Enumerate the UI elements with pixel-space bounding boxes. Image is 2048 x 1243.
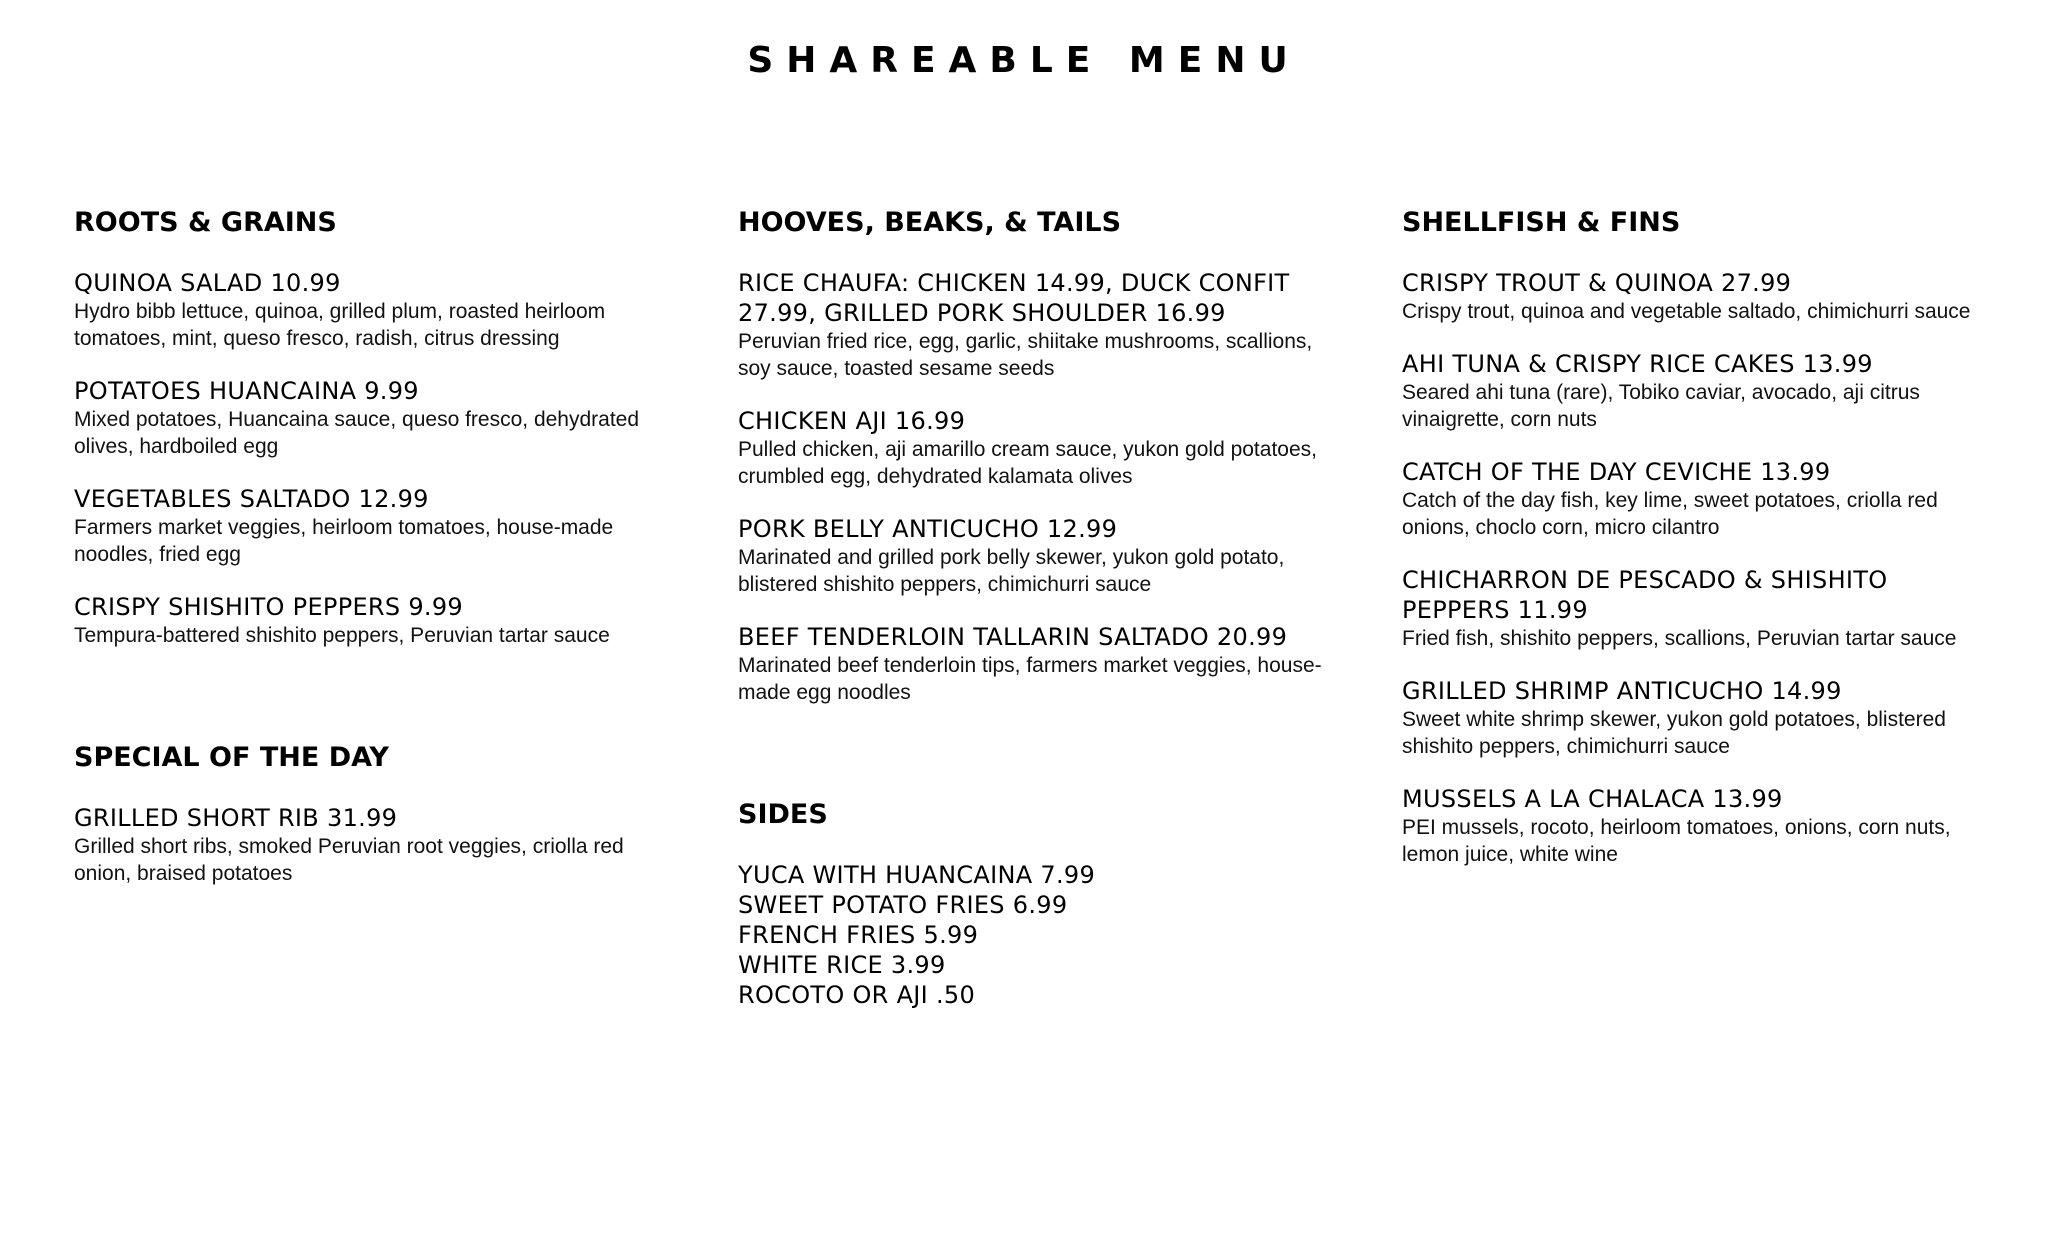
menu-item-name: VEGETABLES SALTADO 12.99 — [74, 485, 429, 513]
menu-item-description: PEI mussels, rocoto, heirloom tomatoes, onions, corn nuts, lemon juice, white wine — [1402, 816, 1951, 866]
side-item: WHITE RICE 3.99 — [738, 951, 946, 979]
menu-item-description: Tempura-battered shishito peppers, Peruvian tartar sauce — [74, 624, 610, 647]
menu-item-name: CHICHARRON DE PESCADO & SHISHITO PEPPERS 11.99 — [1402, 566, 1888, 624]
section-shellfish-fins — [1402, 206, 2002, 868]
side-item: YUCA WITH HUANCAINA 7.99 — [738, 861, 1096, 889]
menu-item — [1402, 457, 2002, 541]
section-heading: SHELLFISH & FINS — [1402, 207, 1681, 238]
section-heading: HOOVES, BEAKS, & TAILS — [738, 207, 1122, 238]
menu-item-description: Hydro bibb lettuce, quinoa, grilled plum, roasted heirloom tomatoes, mint, queso fresco, radish, citrus dressing — [74, 300, 606, 350]
sides-list — [738, 860, 1338, 1010]
menu-item-description: Sweet white shrimp skewer, yukon gold potatoes, blistered shishito peppers, chimichurri sauce — [1402, 708, 1946, 758]
menu-item-name: CRISPY SHISHITO PEPPERS 9.99 — [74, 593, 464, 621]
section-spacer — [738, 730, 1338, 798]
menu-column-left — [74, 206, 674, 911]
menu-item-description: Catch of the day fish, key lime, sweet potatoes, criolla red onions, choclo corn, micro cilantro — [1402, 489, 1938, 539]
menu-item-name: QUINOA SALAD 10.99 — [74, 269, 341, 297]
menu-item — [1402, 349, 2002, 433]
menu-item-description: Marinated and grilled pork belly skewer, yukon gold potato, blistered shishito peppers, chimichurri sauce — [738, 546, 1285, 596]
side-item: FRENCH FRIES 5.99 — [738, 921, 979, 949]
section-heading: ROOTS & GRAINS — [74, 207, 337, 238]
menu-item-name: CATCH OF THE DAY CEVICHE 13.99 — [1402, 458, 1831, 486]
menu-item-name: PORK BELLY ANTICUCHO 12.99 — [738, 515, 1118, 543]
menu-item-name: BEEF TENDERLOIN TALLARIN SALTADO 20.99 — [738, 623, 1288, 651]
page-title: SHAREABLE MENU — [747, 40, 1301, 81]
menu-item — [1402, 268, 2002, 325]
section-heading: SIDES — [738, 799, 828, 830]
menu-item-description: Mixed potatoes, Huancaina sauce, queso fresco, dehydrated olives, hardboiled egg — [74, 408, 640, 458]
menu-column-middle — [738, 206, 1338, 1010]
menu-item — [74, 268, 674, 352]
section-sides — [738, 798, 1338, 1010]
section-heading: SPECIAL OF THE DAY — [74, 742, 389, 773]
menu-item — [738, 622, 1338, 706]
menu-item — [1402, 565, 2002, 652]
side-item: ROCOTO OR AJI .50 — [738, 981, 976, 1009]
side-item: SWEET POTATO FRIES 6.99 — [738, 891, 1068, 919]
menu-item — [738, 268, 1338, 382]
menu-item-description: Farmers market veggies, heirloom tomatoes, house-made noodles, fried egg — [74, 516, 614, 566]
menu-item — [1402, 676, 2002, 760]
menu-item-description: Marinated beef tenderloin tips, farmers market veggies, house-made egg noodles — [738, 654, 1322, 704]
menu-item-description: Seared ahi tuna (rare), Tobiko caviar, avocado, aji citrus vinaigrette, corn nuts — [1402, 381, 1920, 431]
menu-item-name: GRILLED SHRIMP ANTICUCHO 14.99 — [1402, 677, 1842, 705]
menu-item-description: Crispy trout, quinoa and vegetable saltado, chimichurri sauce — [1402, 300, 1971, 323]
menu-item-description: Fried fish, shishito peppers, scallions, Peruvian tartar sauce — [1402, 627, 1957, 650]
section-spacer — [74, 673, 674, 741]
menu-item-name: AHI TUNA & CRISPY RICE CAKES 13.99 — [1402, 350, 1873, 378]
menu-item — [74, 376, 674, 460]
menu-item-name: RICE CHAUFA: CHICKEN 14.99, DUCK CONFIT 27.99, GRILLED PORK SHOULDER 16.99 — [738, 269, 1290, 327]
menu-item-name: MUSSELS A LA CHALACA 13.99 — [1402, 785, 1783, 813]
menu-item-description: Grilled short ribs, smoked Peruvian root veggies, criolla red onion, braised potatoes — [74, 835, 624, 885]
menu-item — [738, 406, 1338, 490]
section-hooves-beaks-tails — [738, 206, 1338, 706]
menu-item-name: GRILLED SHORT RIB 31.99 — [74, 804, 398, 832]
menu-item-name: CHICKEN AJI 16.99 — [738, 407, 966, 435]
menu-item — [1402, 784, 2002, 868]
menu-item — [738, 514, 1338, 598]
menu-column-right — [1402, 206, 2002, 892]
section-special-of-the-day — [74, 741, 674, 887]
menu-item-name: POTATOES HUANCAINA 9.99 — [74, 377, 419, 405]
section-roots-grains — [74, 206, 674, 649]
menu-item-description: Peruvian fried rice, egg, garlic, shiitake mushrooms, scallions, soy sauce, toasted sesame seeds — [738, 330, 1313, 380]
menu-item — [74, 592, 674, 649]
menu-item — [74, 484, 674, 568]
menu-item — [74, 803, 674, 887]
menu-item-name: CRISPY TROUT & QUINOA 27.99 — [1402, 269, 1792, 297]
menu-item-description: Pulled chicken, aji amarillo cream sauce, yukon gold potatoes, crumbled egg, dehydrated kalamata olives — [738, 438, 1317, 488]
